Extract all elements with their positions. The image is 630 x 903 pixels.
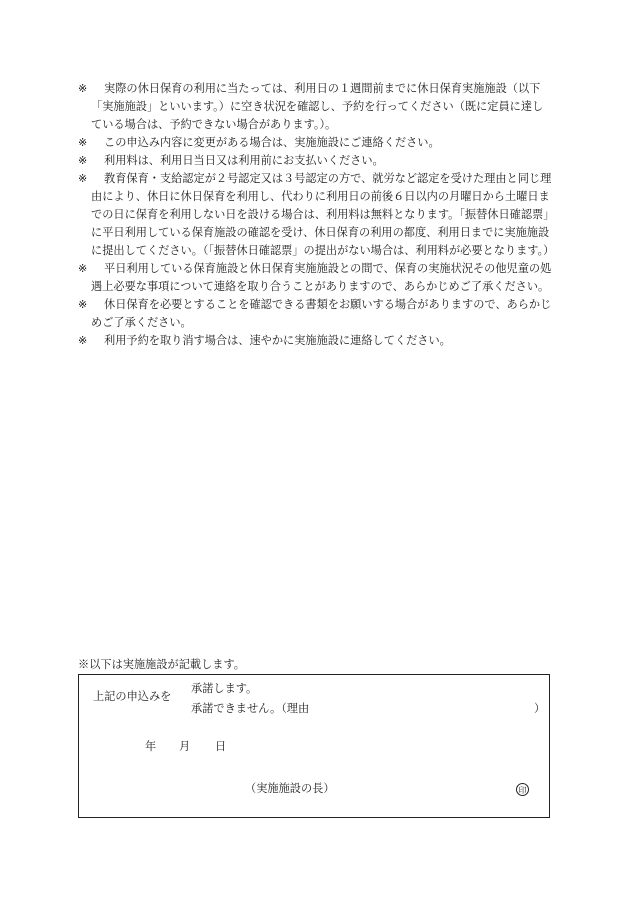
note-mark: ※ <box>78 262 88 275</box>
note-text: この申込み内容に変更がある場合は、実施施設にご連絡ください。 <box>104 136 440 149</box>
note-text: 平日利用している保育施設と休日保育実施施設との間で、保育の実施状況その他児童の処遇上必要な事項について連絡を取り合うことがありますので、あらかじめご了承ください。 <box>91 262 552 293</box>
note-mark: ※ <box>78 136 88 149</box>
note-text: 実際の休日保育の利用に当たっては、利用日の１週間前までに休日保育実施施設（以下「実施施設」といいます。）に空き状況を確認し、予約を行ってください（既に定員に達している場合は、予約できない場合があります。）。 <box>91 82 544 131</box>
notes-list <box>78 80 553 350</box>
note-text: 休日保育を必要とすることを確認できる書類をお願いする場合がありますので、あらかじめご了承ください。 <box>91 298 552 329</box>
note-item <box>78 296 553 332</box>
facility-head-label: （実施施設の長） <box>245 782 335 795</box>
note-text: 利用予約を取り消す場合は、速やかに実施施設に連絡してください。 <box>104 334 451 347</box>
reject-option[interactable]: 承諾できません。（理由 <box>191 702 310 715</box>
seal-mark: 印 <box>516 783 529 796</box>
note-mark: ※ <box>78 172 88 185</box>
note-mark: ※ <box>78 334 88 347</box>
note-text: 利用料は、利用日当日又は利用前にお支払いください。 <box>104 154 384 167</box>
note-item <box>78 152 553 170</box>
note-item <box>78 332 553 350</box>
note-mark: ※ <box>78 298 88 311</box>
date-year-label: 年 <box>145 740 157 753</box>
note-item <box>78 80 553 134</box>
date-month-label: 月 <box>179 740 191 753</box>
note-item <box>78 260 553 296</box>
note-mark: ※ <box>78 82 88 95</box>
date-day-label: 日 <box>215 740 227 753</box>
facility-approval-box <box>78 674 550 818</box>
note-item <box>78 170 553 260</box>
approval-label: 上記の申込みを <box>93 690 172 703</box>
approve-option[interactable]: 承諾します。 <box>191 682 258 695</box>
facility-section-heading: ※以下は実施施設が記載します。 <box>78 658 245 671</box>
note-mark: ※ <box>78 154 88 167</box>
note-text: 教育保育・支給認定が２号認定又は３号認定の方で、就労など認定を受けた理由と同じ理由により、休日に休日保育を利用し、代わりに利用日の前後６日以内の月曜日から土曜日までの日に保育を利用しない日を設ける場合は、利用料は無料となります。「振替休日確認票」に平日利用している保育施設の確認を受け、休日保育の利用の都度、利用日までに実施施設に提出してください。（「振替休日確認票」の提出がない場合は、利用料が必要となります。） <box>91 172 555 257</box>
note-item <box>78 134 553 152</box>
reason-close-paren: ） <box>534 702 546 715</box>
